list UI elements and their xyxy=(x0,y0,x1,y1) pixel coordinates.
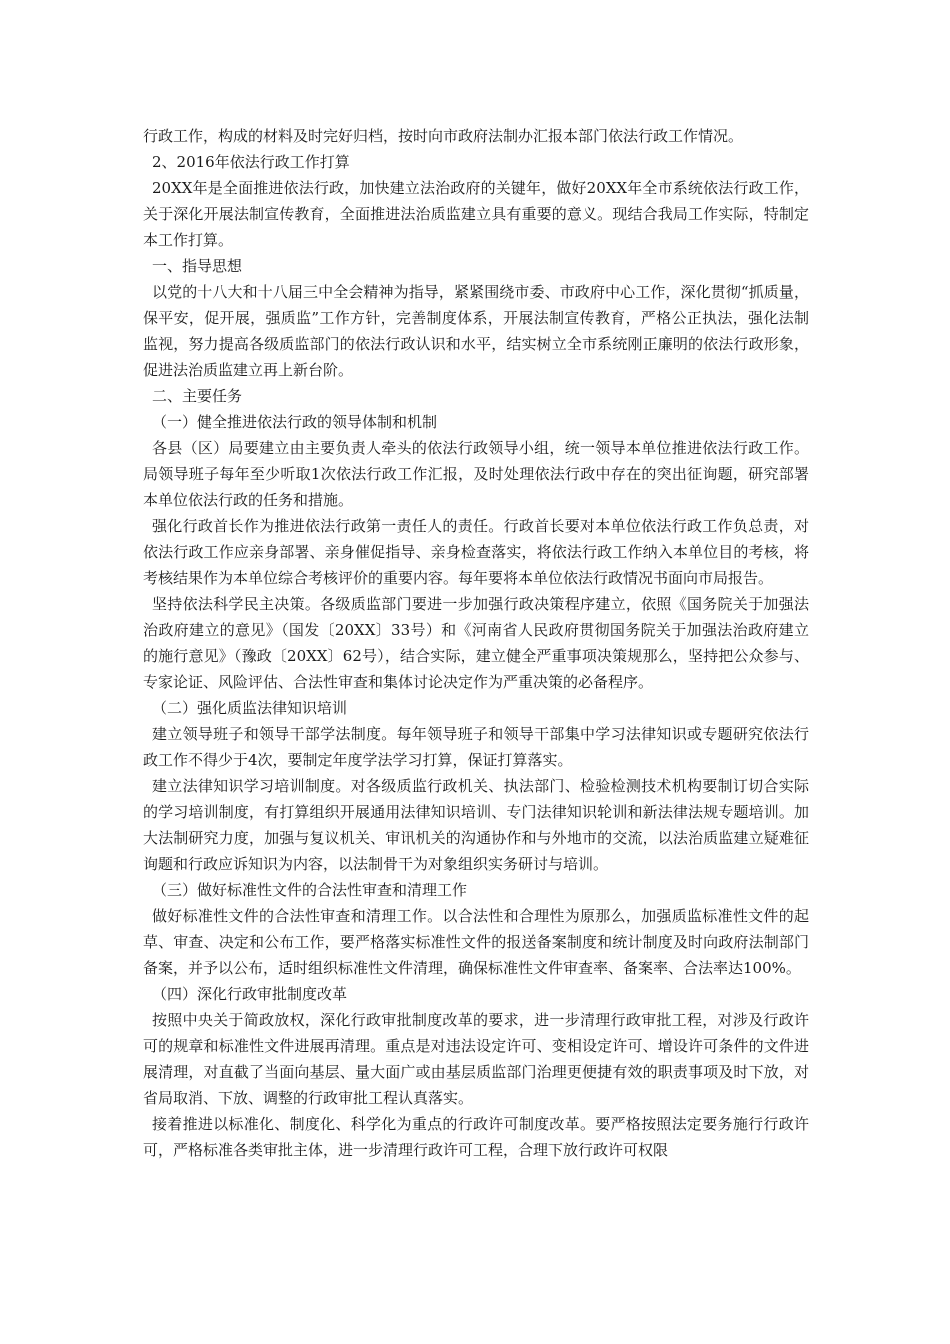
paragraph-document-review: 做好标准性文件的合法性审查和清理工作。以合法性和合理性为原那么，加强质监标准性文件的起草、审查、决定和公布工作，要严格落实标准性文件的报送备案制度和统计制度及时向政府法制部门备案，并予以公布，适时组织标准性文件清理，确保标准性文件审查率、备案率、合法率达100%。 xyxy=(143,907,809,977)
paragraph-chief-responsibility: 强化行政首长作为推进依法行政第一责任人的责任。行政首长要对本单位依法行政工作负总责，对依法行政工作应亲身部署、亲身催促指导、亲身检查落实，将依法行政工作纳入本单位目的考核，将考核结果作为本单位综合考核评价的重要内容。每年要将本单位依法行政情况书面向市局报告。 xyxy=(143,517,809,587)
subsection-heading-2: （二）强化质监法律知识培训 xyxy=(152,699,348,717)
paragraph-1: 行政工作，构成的材料及时完好归档，按时向市政府法制办汇报本部门依法行政工作情况。 xyxy=(143,127,744,145)
paragraph-intro: 20XX年是全面推进依法行政，加快建立法治政府的关键年，做好20XX年全市系统依法行政工作，关于深化开展法制宣传教育，全面推进法治质监建立具有重要的意义。现结合我局工作实际，特制定本工作打算。 xyxy=(143,179,809,249)
paragraph-decision-making: 坚持依法科学民主决策。各级质监部门要进一步加强行政决策程序建立，依照《国务院关于加强法治政府建立的意见》（国发〔20XX〕33号）和《河南省人民政府贯彻国务院关于加强法治政府建立的施行意见》（豫政〔20XX〕62号），结合实际，建立健全严重事项决策规那么，坚持把公众参与、专家论证、风险评估、合法性审查和集体讨论决定作为严重决策的必备程序。 xyxy=(143,595,809,691)
paragraph-study-system: 建立领导班子和领导干部学法制度。每年领导班子和领导干部集中学习法律知识或专题研究依法行政工作不得少于4次，要制定年度学法学习打算，保证打算落实。 xyxy=(143,725,809,769)
subsection-heading-4: （四）深化行政审批制度改革 xyxy=(152,985,348,1003)
paragraph-leadership-group: 各县（区）局要建立由主要负责人牵头的依法行政领导小组，统一领导本单位推进依法行政工作。局领导班子每年至少听取1次依法行政工作汇报，及时处理依法行政中存在的突出征询题，研究部署本单位依法行政的任务和措施。 xyxy=(143,439,809,509)
section-heading-2016-plan: 2、2016年依法行政工作打算 xyxy=(152,153,350,171)
paragraph-licensing-reform: 接着推进以标准化、制度化、科学化为重点的行政许可制度改革。要严格按照法定要务施行行政许可，严格标准各类审批主体，进一步清理行政许可工程，合理下放行政许可权限 xyxy=(143,1115,809,1159)
paragraph-approval-reform: 按照中央关于简政放权，深化行政审批制度改革的要求，进一步清理行政审批工程，对涉及行政许可的规章和标准性文件进展再清理。重点是对违法设定许可、变相设定许可、增设许可条件的文件进展清理，对直截了当面向基层、量大面广或由基层质监部门治理更便捷有效的职责事项及时下放，对省局取消、下放、调整的行政审批工程认真落实。 xyxy=(143,1011,809,1107)
section-heading-guiding-ideology: 一、指导思想 xyxy=(152,257,243,275)
section-heading-main-tasks: 二、主要任务 xyxy=(152,387,243,405)
paragraph-training-system: 建立法律知识学习培训制度。对各级质监行政机关、执法部门、检验检测技术机构要制订切合实际的学习培训制度，有打算组织开展通用法律知识培训、专门法律知识轮训和新法律法规专题培训。加大法制研究力度，加强与复议机关、审讯机关的沟通协作和与外地市的交流，以法治质监建立疑难征询题和行政应诉知识为内容，以法制骨干为对象组织实务研讨与培训。 xyxy=(143,777,809,873)
paragraph-guiding-ideology: 以党的十八大和十八届三中全会精神为指导，紧紧围绕市委、市政府中心工作，深化贯彻“抓质量，保平安，促开展，强质监”工作方针，完善制度体系，开展法制宣传教育，严格公正执法，强化法制监视，努力提高各级质监部门的依法行政认识和水平，结实树立全市系统刚正廉明的依法行政形象，促进法治质监建立再上新台阶。 xyxy=(143,283,809,379)
document-page xyxy=(143,123,809,1163)
subsection-heading-3: （三）做好标准性文件的合法性审查和清理工作 xyxy=(152,881,468,899)
subsection-heading-1: （一）健全推进依法行政的领导体制和机制 xyxy=(152,413,438,431)
